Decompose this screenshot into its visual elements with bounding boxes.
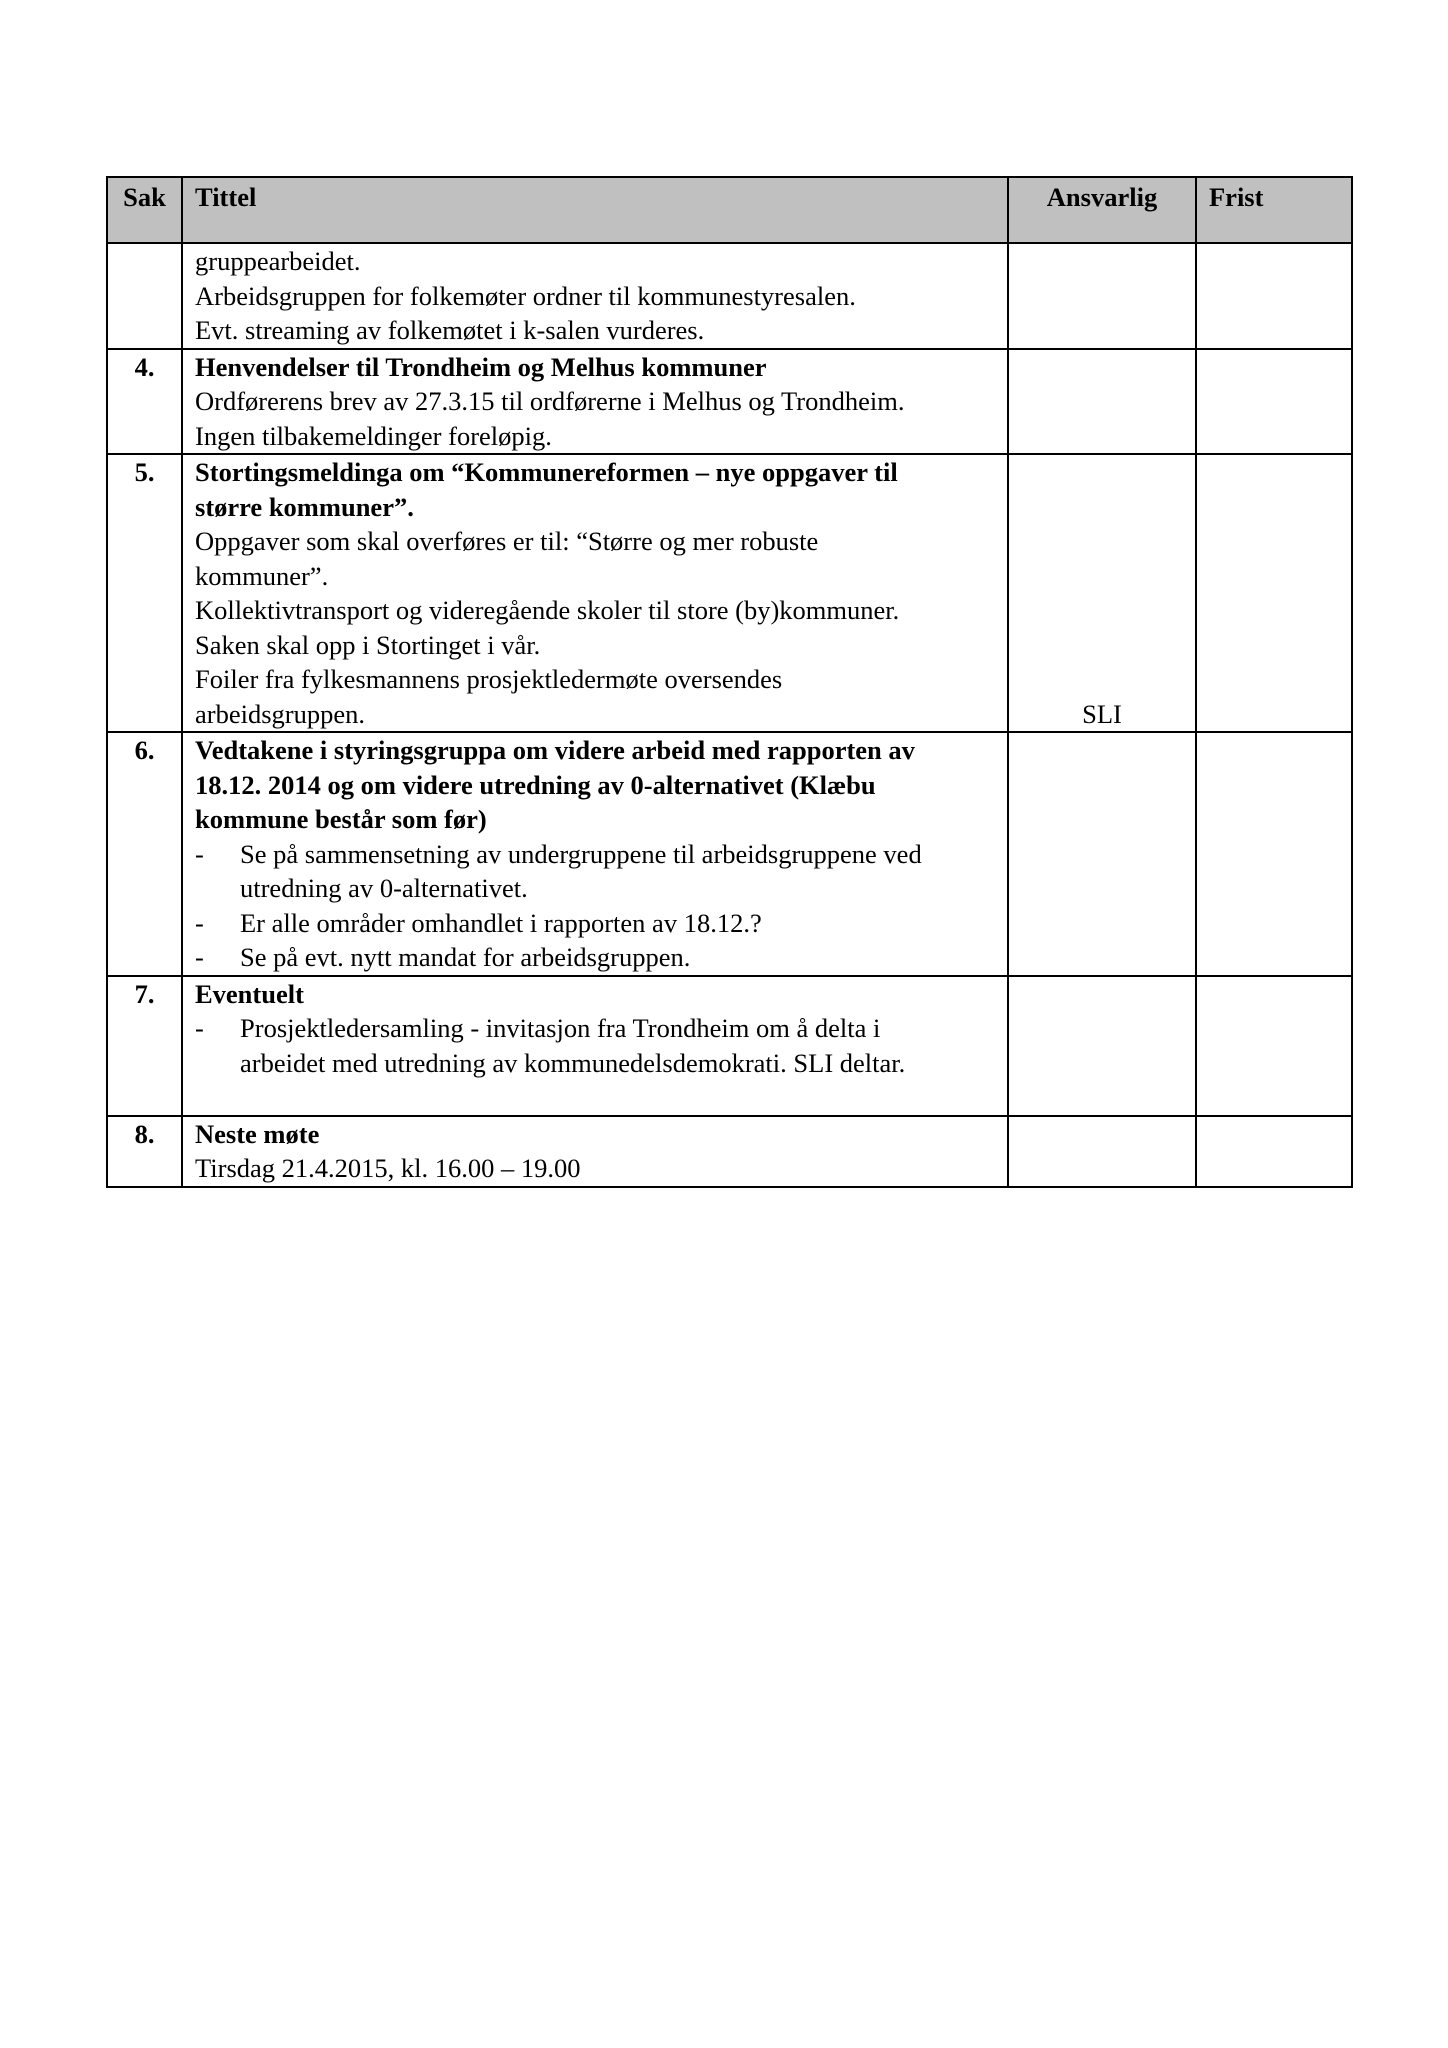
sak-number: 6. bbox=[107, 732, 182, 976]
header-sak: Sak bbox=[107, 177, 182, 243]
item-title: større kommuner”. bbox=[195, 491, 414, 522]
table-row bbox=[107, 732, 1352, 976]
text-line: arbeidsgruppen. bbox=[195, 698, 365, 729]
tittel-cell bbox=[182, 349, 1008, 455]
tittel-cell bbox=[182, 976, 1008, 1116]
bullet-item bbox=[195, 1011, 999, 1080]
sak-number: 7. bbox=[107, 976, 182, 1116]
bullet-text: Er alle områder omhandlet i rapporten av 18.12.? bbox=[240, 907, 762, 938]
frist-cell bbox=[1196, 976, 1352, 1116]
ansvarlig-cell bbox=[1008, 976, 1196, 1116]
bullet-item bbox=[195, 906, 999, 941]
header-ansvarlig: Ansvarlig bbox=[1008, 177, 1196, 243]
text-line: Ordførerens brev av 27.3.15 til ordførerne i Melhus og Trondheim. bbox=[195, 386, 905, 416]
tittel-cell bbox=[182, 454, 1008, 732]
tittel-cell bbox=[182, 1116, 1008, 1187]
text-line: Ingen tilbakemeldinger foreløpig. bbox=[195, 420, 552, 451]
header-tittel: Tittel bbox=[182, 177, 1008, 243]
bullet-item bbox=[195, 940, 999, 975]
bullet-text: Se på evt. nytt mandat for arbeidsgruppen. bbox=[240, 942, 691, 972]
sak-number: 5. bbox=[107, 454, 182, 732]
table-row bbox=[107, 349, 1352, 455]
text-line: Kollektivtransport og videregående skoler til store (by)kommuner. bbox=[195, 595, 900, 625]
text-line: Arbeidsgruppen for folkemøter ordner til kommunestyresalen. bbox=[195, 280, 856, 311]
bullet-dash: - bbox=[195, 838, 204, 869]
bullet-text: arbeidet med utredning av kommunedelsdemokrati. SLI deltar. bbox=[240, 1047, 906, 1078]
frist-cell bbox=[1196, 454, 1352, 732]
ansvarlig-cell bbox=[1008, 732, 1196, 976]
table-row bbox=[107, 243, 1352, 349]
item-title: Henvendelser til Trondheim og Melhus kommuner bbox=[195, 351, 767, 382]
item-title: 18.12. 2014 og om videre utredning av 0-alternativet (Klæbu bbox=[195, 769, 876, 800]
table-row bbox=[107, 976, 1352, 1116]
text-line: Saken skal opp i Stortinget i vår. bbox=[195, 629, 541, 660]
text-line: Evt. streaming av folkemøtet i k-salen vurderes. bbox=[195, 315, 705, 345]
agenda-table bbox=[106, 176, 1353, 1188]
header-frist: Frist bbox=[1196, 177, 1352, 243]
frist-cell bbox=[1196, 1116, 1352, 1187]
bullet-dash: - bbox=[195, 942, 204, 972]
ansvarlig-cell bbox=[1008, 1116, 1196, 1187]
text-line: kommuner”. bbox=[195, 560, 329, 591]
frist-cell bbox=[1196, 243, 1352, 349]
sak-number bbox=[107, 243, 182, 349]
tittel-cell bbox=[182, 732, 1008, 976]
table-row bbox=[107, 454, 1352, 732]
ansvarlig-cell bbox=[1008, 243, 1196, 349]
frist-cell bbox=[1196, 732, 1352, 976]
ansvarlig-cell bbox=[1008, 349, 1196, 455]
item-title: Neste møte bbox=[195, 1118, 320, 1149]
frist-cell bbox=[1196, 349, 1352, 455]
bullet-text: Prosjektledersamling - invitasjon fra Trondheim om å delta i bbox=[240, 1013, 881, 1043]
text-line: Oppgaver som skal overføres er til: “Større og mer robuste bbox=[195, 526, 819, 556]
bullet-text: utredning av 0-alternativet. bbox=[240, 873, 528, 903]
table-row bbox=[107, 1116, 1352, 1187]
text-line: Foiler fra fylkesmannens prosjektledermøte oversendes bbox=[195, 664, 783, 694]
text-line: gruppearbeidet. bbox=[195, 246, 361, 276]
sak-number: 4. bbox=[107, 349, 182, 455]
bullet-dash: - bbox=[195, 907, 204, 938]
item-title: Stortingsmeldinga om “Kommunereformen – nye oppgaver til bbox=[195, 457, 898, 487]
tittel-cell bbox=[182, 243, 1008, 349]
ansvarlig-cell: SLI bbox=[1008, 454, 1196, 732]
bullet-dash: - bbox=[195, 1013, 204, 1043]
bullet-item bbox=[195, 837, 999, 906]
item-title: kommune består som før) bbox=[195, 804, 487, 834]
header-row bbox=[107, 177, 1352, 243]
text-line: Tirsdag 21.4.2015, kl. 16.00 – 19.00 bbox=[195, 1153, 581, 1183]
bullet-text: Se på sammensetning av undergruppene til arbeidsgruppene ved bbox=[240, 838, 922, 869]
item-title: Eventuelt bbox=[195, 978, 304, 1009]
item-title: Vedtakene i styringsgruppa om videre arbeid med rapporten av bbox=[195, 735, 915, 765]
sak-number: 8. bbox=[107, 1116, 182, 1187]
